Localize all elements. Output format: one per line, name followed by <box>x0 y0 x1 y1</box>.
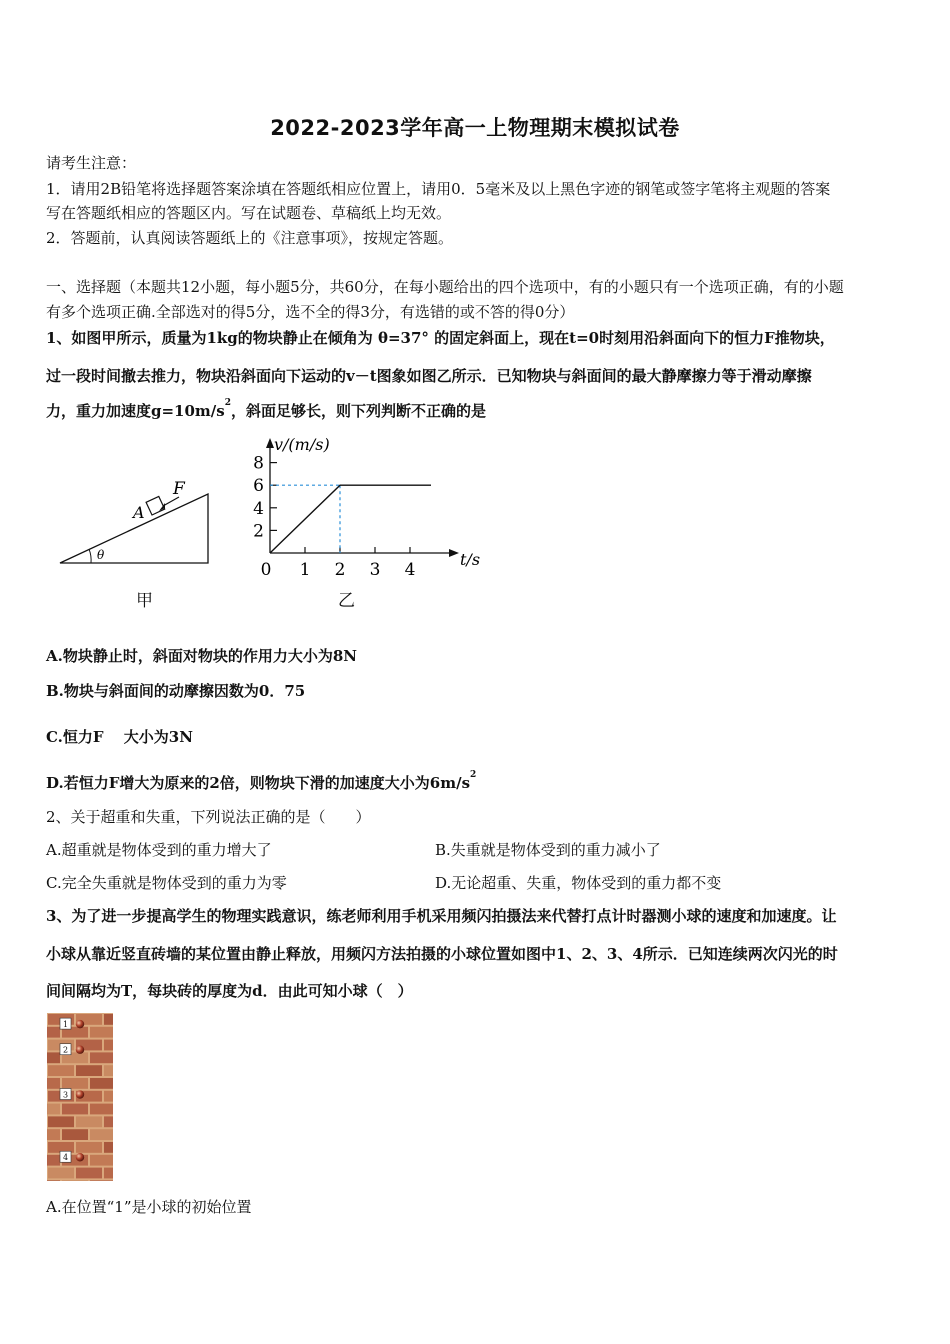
brick <box>90 1078 113 1089</box>
ball <box>76 1090 84 1098</box>
brick <box>90 1129 113 1140</box>
ball <box>76 1153 84 1161</box>
q2-option-b: B.失重就是物体受到的重力减小了 <box>435 841 661 859</box>
page-title: 2022-2023学年高一上物理期末模拟试卷 <box>270 116 680 140</box>
brick <box>62 1078 88 1089</box>
q2-option-c: C.完全失重就是物体受到的重力为零 <box>46 874 287 892</box>
brick <box>90 1052 113 1063</box>
brick <box>104 1040 113 1051</box>
x-tick-label: 1 <box>299 560 311 580</box>
y-tick-label: 4 <box>253 498 264 519</box>
incline-figure <box>55 470 220 570</box>
q3-line-3: 间间隔均为T，每块砖的厚度为d．由此可知小球（ ） <box>46 982 413 1000</box>
brick <box>47 1052 60 1063</box>
brick <box>62 1180 88 1181</box>
brick <box>47 1155 60 1166</box>
brick <box>104 1142 113 1153</box>
q1-option-b: B.物块与斜面间的动摩擦因数为0．75 <box>46 682 306 700</box>
force-label: F <box>173 479 185 499</box>
notice-heading: 请考生注意： <box>46 154 137 172</box>
vt-chart <box>250 432 490 582</box>
q3-line-2: 小球从靠近竖直砖墙的某位置由静止释放，用频闪方法拍摄的小球位置如图中1、2、3、4所示．已知连续两次闪光的时 <box>46 945 838 963</box>
ball-label: 4 <box>62 1153 69 1163</box>
q3-line-1: 3、为了进一步提高学生的物理实践意识，练老师利用手机采用频闪拍摄法来代替打点计时器测小球的速度和加速度。让 <box>46 907 837 925</box>
brick <box>48 1168 74 1179</box>
brick <box>104 1065 113 1076</box>
section-1-line-1: 一、选择题（本题共12小题，每小题5分，共60分，在每小题给出的四个选项中，有的小题只有一个选项正确，有的小题 <box>46 278 844 296</box>
block-label: A <box>133 503 145 522</box>
ball-label: 3 <box>62 1090 69 1100</box>
y-tick-label: 6 <box>253 476 264 497</box>
y-tick-label: 2 <box>253 521 264 542</box>
chart-ylabel: v/(m/s) <box>274 435 330 454</box>
brick <box>104 1091 113 1102</box>
q2-stem: 2、关于超重和失重，下列说法正确的是（ ） <box>46 808 371 826</box>
ball-label: 1 <box>62 1020 69 1030</box>
fig-b-caption: 乙 <box>338 591 355 611</box>
brick <box>47 1129 60 1140</box>
ball <box>76 1020 84 1028</box>
section-1-line-2: 有多个选项正确.全部选对的得5分，选不全的得3分，有选错的或不答的得0分） <box>46 303 575 321</box>
chart-xlabel: t/s <box>460 550 481 569</box>
notice-line-1: 1．请用2B铅笔将选择题答案涂填在答题纸相应位置上，请用0．5毫米及以上黑色字迹的钢笔或签字笔将主观题的答案 <box>46 180 831 198</box>
angle-label: θ <box>97 548 105 562</box>
x-tick-label: 2 <box>334 560 346 580</box>
ball-label: 2 <box>62 1045 69 1055</box>
brick <box>47 1027 60 1038</box>
brick <box>47 1180 60 1181</box>
brick <box>76 1142 102 1153</box>
brick <box>47 1104 60 1115</box>
y-axis-arrow <box>266 438 274 448</box>
brick <box>62 1129 88 1140</box>
x-tick-label: 4 <box>404 560 416 580</box>
x-axis-arrow <box>449 549 459 557</box>
fig-a-caption-text: 甲 <box>136 591 153 611</box>
brick <box>104 1014 113 1025</box>
angle-arc <box>89 549 91 563</box>
x-tick-label: 3 <box>369 560 381 580</box>
y-tick-label: 8 <box>253 453 264 474</box>
q1-option-d: D.若恒力F增大为原来的2倍，则物块下滑的加速度大小为$6m/s^2$ <box>46 770 477 792</box>
brick <box>76 1065 102 1076</box>
brick <box>48 1065 74 1076</box>
brick <box>47 1078 60 1089</box>
brick <box>90 1155 113 1166</box>
x-tick-label: 0 <box>260 560 272 580</box>
q1-line-2: 过一段时间撤去推力，物块沿斜面向下运动的v－t图象如图乙所示．已知物块与斜面间的最大静摩擦力等于滑动摩擦 <box>46 367 812 385</box>
brick <box>76 1116 102 1127</box>
brick <box>104 1168 113 1179</box>
q2-option-a: A.超重就是物体受到的重力增大了 <box>46 841 272 859</box>
brick <box>90 1104 113 1115</box>
notice-line-3: 2．答题前，认真阅读答题纸上的《注意事项》，按规定答题。 <box>46 229 454 247</box>
vt-series-line <box>270 485 431 553</box>
brick <box>90 1180 113 1181</box>
brick <box>90 1027 113 1038</box>
block-a <box>146 496 165 515</box>
q1-option-c: C.恒力F 大小为3N <box>46 728 193 746</box>
brick <box>76 1168 102 1179</box>
q1-line-3: 力，重力加速度$g=10m/s^2$，斜面足够长，则下列判断不正确的是 <box>46 398 487 420</box>
ball <box>76 1046 84 1054</box>
brick <box>62 1104 88 1115</box>
brick <box>48 1116 74 1127</box>
q1-line-1: 1、如图甲所示，质量为1kg的物块静止在倾角为 θ=37° 的固定斜面上，现在t=0时刻用沿斜面向下的恒力F推物块， <box>46 329 835 347</box>
brick <box>104 1116 113 1127</box>
q2-option-d: D.无论超重、失重，物体受到的重力都不变 <box>435 874 722 892</box>
q3-option-a: A.在位置“1”是小球的初始位置 <box>46 1198 252 1216</box>
notice-line-2: 写在答题纸相应的答题区内。写在试题卷、草稿纸上均无效。 <box>46 204 452 222</box>
brick-wall-photo <box>47 1013 113 1181</box>
q1-option-a: A.物块静止时，斜面对物块的作用力大小为8N <box>46 647 358 665</box>
